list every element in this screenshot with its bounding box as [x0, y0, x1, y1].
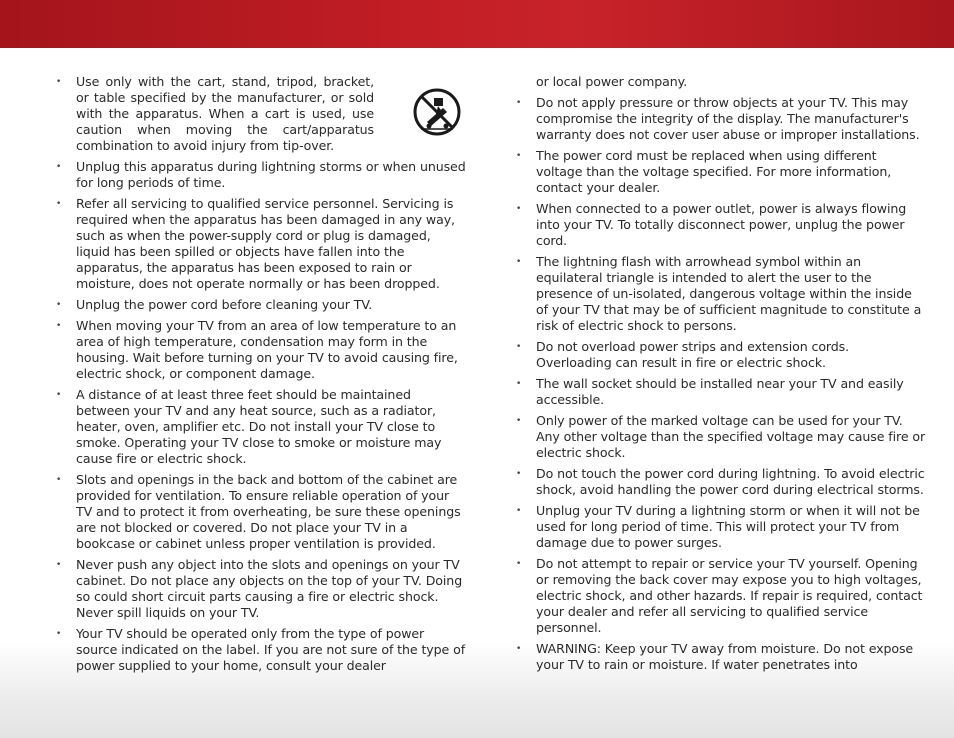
- list-item: • Refer all servicing to qualified service personnel. Servicing is required when the apparatus has been damaged in any way, such as when the power-supply cord or plug is damaged, liquid has been spilled or objects have fallen into the apparatus, the apparatus has been exposed to rain or moisture, does not operate normally or has been dropped.: [56, 196, 466, 292]
- list-item: • Never push any object into the slots and openings on your TV cabinet. Do not place any objects on the top of your TV. Doing so could short circuit parts causing a fire or electric shock. Never spill liquids on your TV.: [56, 557, 466, 621]
- list-item: • A distance of at least three feet should be maintained between your TV and any heat source, such as a radiator, heater, oven, amplifier etc. Do not install your TV close to smoke. Operating your TV close to smoke or moisture may cause fire or electric shock.: [56, 387, 466, 467]
- cart-tip-over-warning-icon: [413, 88, 461, 136]
- right-column-safety-list: [516, 74, 926, 678]
- list-item: • Unplug the power cord before cleaning your TV.: [56, 297, 466, 313]
- list-item: • WARNING: Keep your TV away from moisture. Do not expose your TV to rain or moisture. If water penetrates into: [516, 641, 926, 673]
- list-item: • The lightning flash with arrowhead symbol within an equilateral triangle is intended to alert the user to the presence of un-isolated, dangerous voltage within the inside of your TV that may be of sufficient magnitude to constitute a risk of electric shock to persons.: [516, 254, 926, 334]
- list-item: • The wall socket should be installed near your TV and easily accessible.: [516, 376, 926, 408]
- list-item: • The power cord must be replaced when using different voltage than the voltage specified. For more information, contact your dealer.: [516, 148, 926, 196]
- header-bar: [0, 0, 954, 48]
- list-item: • When connected to a power outlet, power is always flowing into your TV. To totally disconnect power, unplug the power cord.: [516, 201, 926, 249]
- list-item: • Do not attempt to repair or service your TV yourself. Opening or removing the back cover may expose you to high voltages, electric shock, and other hazards. If repair is required, contact your dealer and refer all servicing to qualified service personnel.: [516, 556, 926, 636]
- list-item: • Slots and openings in the back and bottom of the cabinet are provided for ventilation. To ensure reliable operation of your TV and to protect it from overheating, be sure these openings are not blocked or covered. Do not place your TV in a bookcase or cabinet unless proper ventilation is provided.: [56, 472, 466, 552]
- list-item: • When moving your TV from an area of low temperature to an area of high temperature, condensation may form in the housing. Wait before turning on your TV to avoid causing fire, electric shock, or component damage.: [56, 318, 466, 382]
- list-item-continuation: or local power company.: [536, 74, 688, 89]
- list-item: • Unplug this apparatus during lightning storms or when unused for long periods of time.: [56, 159, 466, 191]
- list-item: • Unplug your TV during a lightning storm or when it will not be used for long period of time. This will protect your TV from damage due to power surges.: [516, 503, 926, 551]
- list-item: • Your TV should be operated only from the type of power source indicated on the label. If you are not sure of the type of power supplied to your home, consult your dealer: [56, 626, 466, 674]
- list-item: • Do not apply pressure or throw objects at your TV. This may compromise the integrity of the display. The manufacturer's warranty does not cover user abuse or improper installations.: [516, 95, 926, 143]
- list-item: • Use only with the cart, stand, tripod, bracket, or table specified by the manufacturer, or sold with the apparatus. When a cart is used, use caution when moving the cart/apparatus combination to avoid injury from tip-over.: [56, 74, 374, 154]
- list-item: • Do not overload power strips and extension cords. Overloading can result in fire or electric shock.: [516, 339, 926, 371]
- list-item: • Only power of the marked voltage can be used for your TV. Any other voltage than the specified voltage may cause fire or electric shock.: [516, 413, 926, 461]
- list-item: • Do not touch the power cord during lightning. To avoid electric shock, avoid handling the power cord during electrical storms.: [516, 466, 926, 498]
- left-column-safety-list: [56, 74, 466, 679]
